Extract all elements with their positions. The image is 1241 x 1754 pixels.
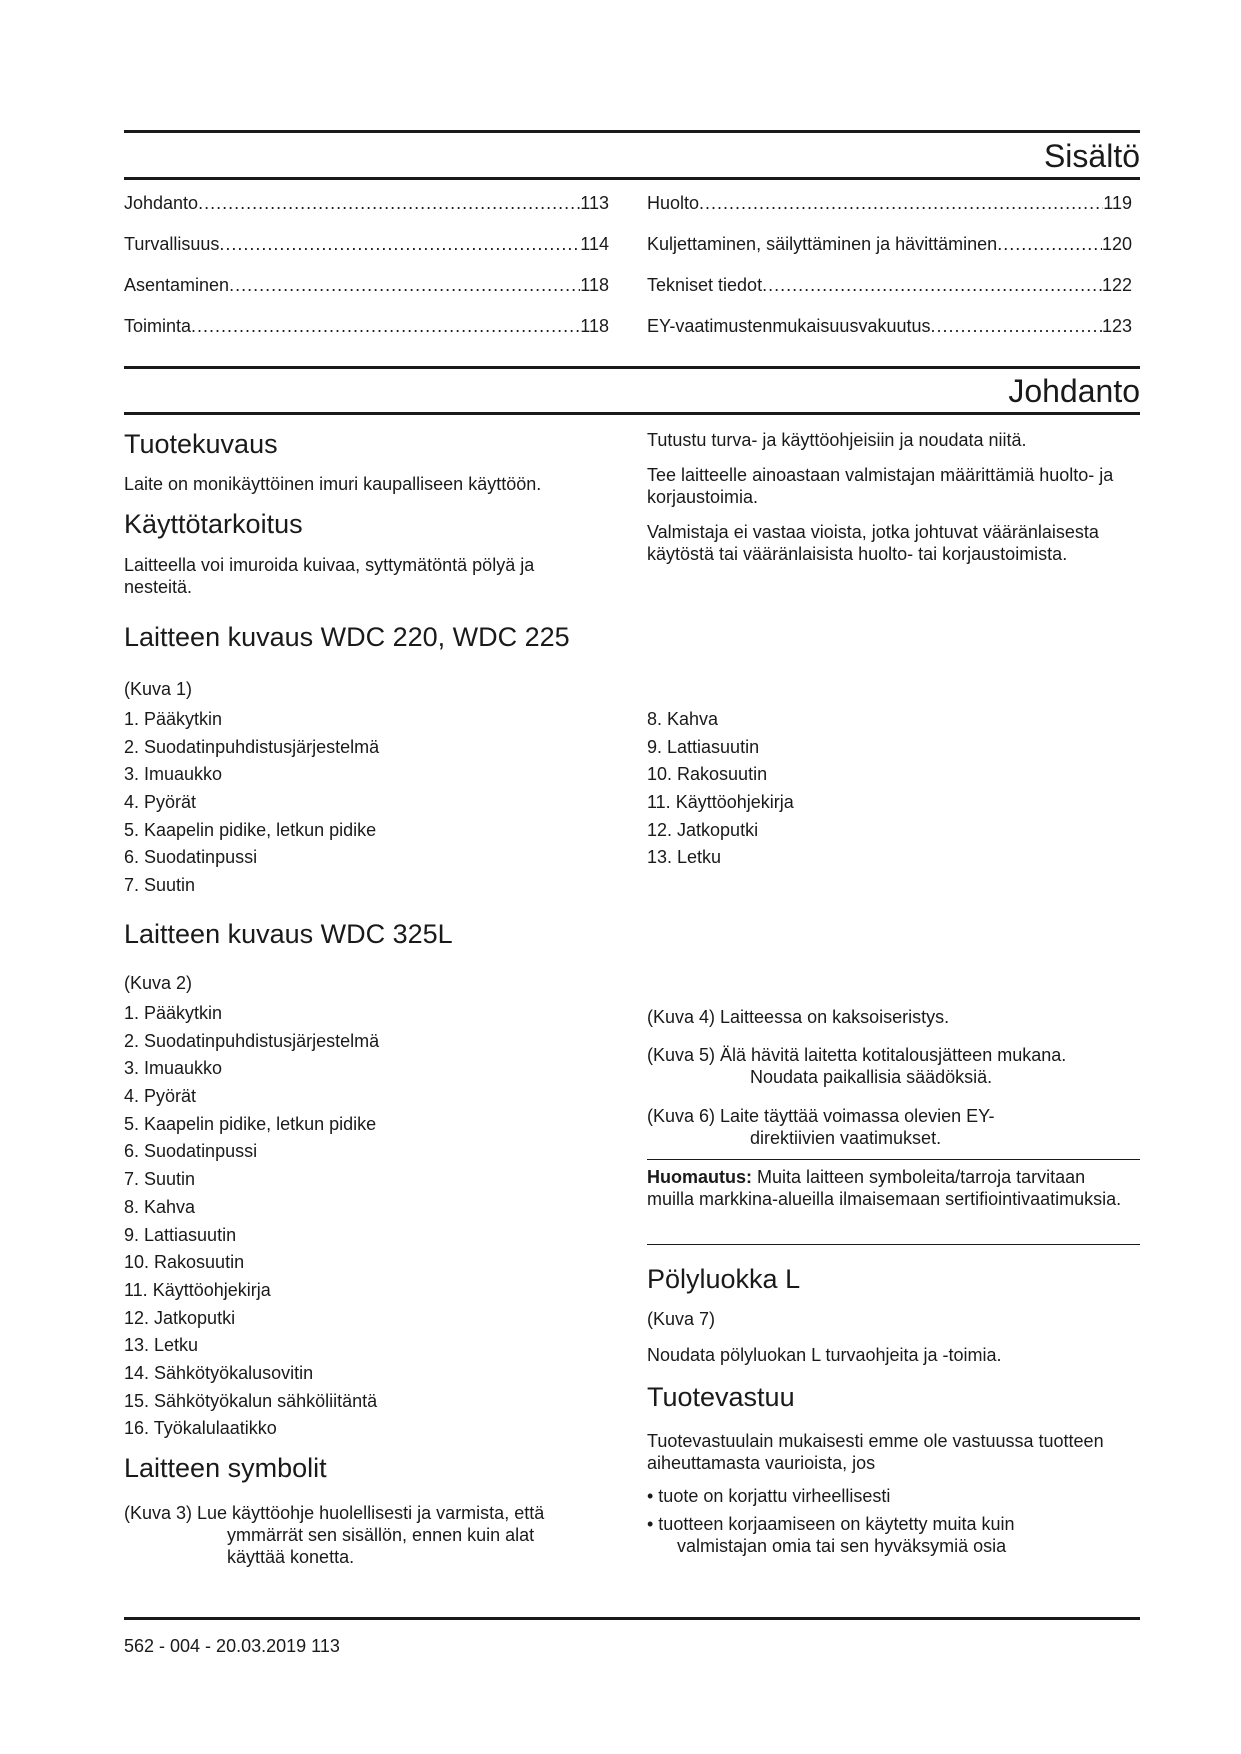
list-item: 5. Kaapelin pidike, letkun pidike xyxy=(124,819,377,840)
wdc220-parts-list-left xyxy=(124,708,379,902)
note-top-rule xyxy=(647,1159,1140,1160)
toc-title-rule xyxy=(124,177,1140,180)
wdc220-heading: Laitteen kuvaus WDC 220, WDC 225 xyxy=(124,622,570,652)
list-item: 12. Jatkoputki xyxy=(647,819,759,840)
list-item: 16. Työkalulaatikko xyxy=(124,1418,277,1439)
toc-entry[interactable]: Tekniset tiedot ..... 122 xyxy=(647,275,1132,296)
list-item: 15. Sähkötyökalun sähköliitäntä xyxy=(124,1390,378,1411)
toc-entry[interactable]: Toiminta ..... 118 xyxy=(124,316,609,337)
note-box xyxy=(647,1166,1132,1210)
toc-entry[interactable]: Asentaminen ..... 118 xyxy=(124,275,609,296)
list-item: 2. Suodatinpuhdistusjärjestelmä xyxy=(124,736,380,757)
list-item: 14. Sähkötyökalusovitin xyxy=(124,1362,314,1383)
intro-title-rule xyxy=(124,412,1140,415)
list-item: 5. Kaapelin pidike, letkun pidike xyxy=(124,1113,377,1134)
list-item: 10. Rakosuutin xyxy=(124,1252,245,1273)
list-item: 9. Lattiasuutin xyxy=(647,736,760,757)
list-item: 9. Lattiasuutin xyxy=(124,1224,237,1245)
wdc220-figure-ref: (Kuva 1) xyxy=(124,679,193,699)
intro-top-rule xyxy=(124,366,1140,369)
kuva3-text: (Kuva 3) Lue käyttöohje huolellisesti ja varmista, että ymmärrät sen sisällön, ennen kuin alat käyttää konetta. xyxy=(124,1503,545,1567)
toc-title: Sisältö xyxy=(1043,138,1140,174)
list-item: 1. Pääkytkin xyxy=(124,1003,223,1023)
wdc220-parts-list-right xyxy=(647,708,794,874)
liability-heading: Tuotevastuu xyxy=(647,1382,795,1412)
note-bottom-rule xyxy=(647,1244,1140,1245)
list-item: 4. Pyörät xyxy=(124,792,197,813)
list-item: 8. Kahva xyxy=(647,709,719,729)
list-item: 6. Suodatinpussi xyxy=(124,1141,258,1162)
kayttotarkoitus-text: Laitteella voi imuroida kuivaa, syttymätöntä pölyä ja nesteitä. xyxy=(124,555,535,597)
note-label: Huomautus: xyxy=(647,1167,752,1187)
list-item: 10. Rakosuutin xyxy=(647,764,768,785)
liability-text: Tuotevastuulain mukaisesti emme ole vastuussa tuotteen aiheuttamasta vaurioista, jos xyxy=(647,1431,1104,1473)
list-item: • tuotteen korjaamiseen on käytetty muita kuin valmistajan omia tai sen hyväksymiä osia xyxy=(647,1514,1015,1556)
list-item: 13. Letku xyxy=(124,1335,199,1356)
list-item: 2. Suodatinpuhdistusjärjestelmä xyxy=(124,1030,380,1051)
list-item: • tuote on korjattu virheellisesti xyxy=(647,1486,891,1506)
intro-paragraph: Valmistaja ei vastaa vioista, jotka johtuvat vääränlaisesta käytöstä tai vääränlaisista huolto- tai korjaustoimista. xyxy=(647,522,1099,564)
kuva6-text: (Kuva 6) Laite täyttää voimassa olevien EY- direktiivien vaatimukset. xyxy=(647,1106,995,1148)
intro-paragraph: Tee laitteelle ainoastaan valmistajan määrittämiä huolto- ja korjaustoimia. xyxy=(647,465,1114,507)
list-item: 7. Suutin xyxy=(124,875,196,896)
tuotekuvaus-text: Laite on monikäyttöinen imuri kaupalliseen käyttöön. xyxy=(124,474,542,494)
toc-entry[interactable]: Turvallisuus ..... 114 xyxy=(124,234,609,255)
kuva5-text: (Kuva 5) Älä hävitä laitetta kotitalousjätteen mukana. Noudata paikallisia säädöksiä. xyxy=(647,1045,1067,1087)
toc-entry[interactable]: Johdanto ..... 113 xyxy=(124,193,609,214)
list-item: 3. Imuaukko xyxy=(124,1058,223,1079)
list-item: 11. Käyttöohjekirja xyxy=(647,792,794,813)
list-item: 13. Letku xyxy=(647,847,722,868)
intro-paragraph: Tutustu turva- ja käyttöohjeisiin ja noudata niitä. xyxy=(647,430,1027,450)
kuva4-text: (Kuva 4) Laitteessa on kaksoiseristys. xyxy=(647,1007,950,1027)
list-item: 7. Suutin xyxy=(124,1169,196,1190)
toc-entry[interactable]: EY-vaatimustenmukaisuusvakuutus ..... 123 xyxy=(647,316,1132,337)
document-page xyxy=(124,0,1140,1754)
toc-entry[interactable]: Kuljettaminen, säilyttäminen ja hävittäminen ..... 120 xyxy=(647,234,1132,255)
wdc325-figure-ref: (Kuva 2) xyxy=(124,973,193,993)
tuotekuvaus-heading: Tuotekuvaus xyxy=(124,429,278,459)
symbols-heading: Laitteen symbolit xyxy=(124,1453,327,1483)
list-item: 1. Pääkytkin xyxy=(124,709,223,729)
list-item: 6. Suodatinpussi xyxy=(124,847,258,868)
list-item: 4. Pyörät xyxy=(124,1086,197,1107)
list-item: 11. Käyttöohjekirja xyxy=(124,1279,271,1300)
list-item: 8. Kahva xyxy=(124,1196,196,1217)
list-item: 3. Imuaukko xyxy=(124,764,223,785)
wdc325-heading: Laitteen kuvaus WDC 325L xyxy=(124,919,453,949)
kayttotarkoitus-heading: Käyttötarkoitus xyxy=(124,509,303,539)
dust-class-heading: Pölyluokka L xyxy=(647,1264,801,1294)
intro-title: Johdanto xyxy=(1008,373,1140,409)
liability-bullets xyxy=(647,1485,1117,1563)
footer-text: 562 - 004 - 20.03.2019 113 xyxy=(124,1636,340,1656)
list-item: 12. Jatkoputki xyxy=(124,1307,236,1328)
toc-entry[interactable]: Huolto ..... 119 xyxy=(647,193,1132,214)
wdc325-parts-list xyxy=(124,1002,379,1445)
top-rule xyxy=(124,130,1140,133)
dust-class-figure-ref: (Kuva 7) xyxy=(647,1309,716,1329)
dust-class-text: Noudata pölyluokan L turvaohjeita ja -toimia. xyxy=(647,1345,1002,1365)
note-text: Muita laitteen symboleita/tarroja tarvitaan muilla markkina-alueilla ilmaisemaan sertifiointivaatimuksia. xyxy=(647,1167,1122,1209)
footer-rule xyxy=(124,1617,1140,1620)
